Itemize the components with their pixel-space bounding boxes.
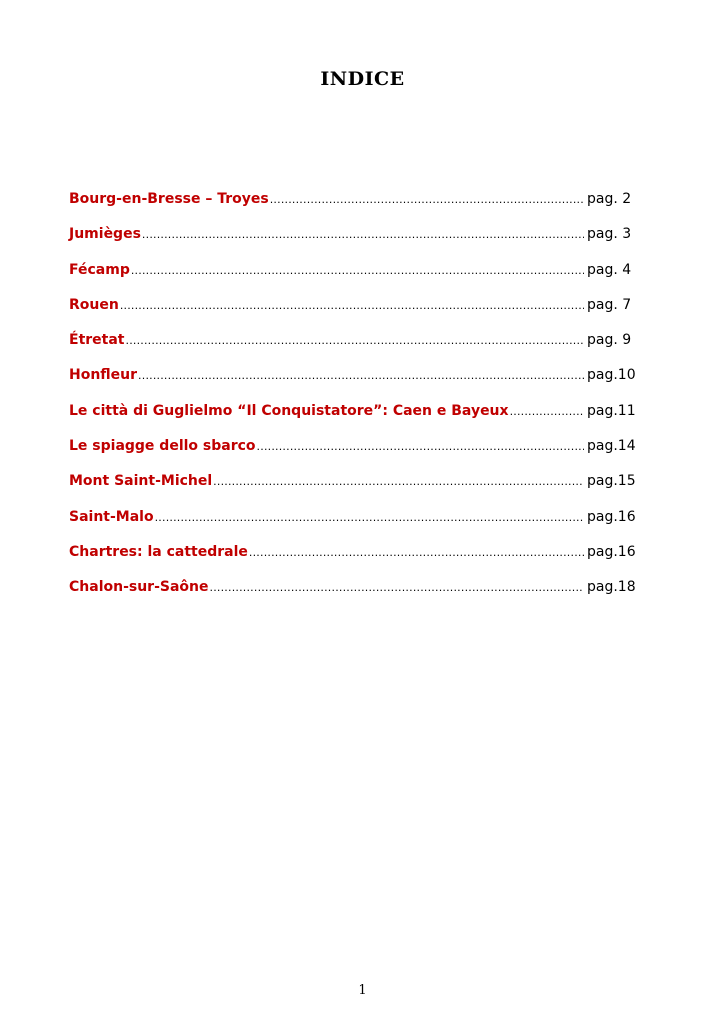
toc-entry-page: pag.18	[587, 579, 636, 596]
toc-entry-page: pag.11	[587, 402, 636, 419]
page-title: INDICE	[320, 68, 405, 90]
toc-entry	[69, 332, 639, 367]
toc-entry-title: Mont Saint-Michel	[69, 473, 213, 490]
dot-leader	[120, 299, 584, 312]
toc-entry-title: Bourg-en-Bresse – Troyes	[69, 191, 269, 207]
toc-entry	[69, 226, 639, 261]
toc-entry	[69, 438, 639, 473]
toc-entry	[69, 191, 639, 226]
toc-entry-page: pag. 4	[587, 261, 632, 278]
toc-entry-page: pag. 2	[587, 191, 632, 207]
toc-entry-page: pag. 9	[587, 332, 632, 349]
toc-entry-page: pag. 7	[587, 296, 632, 313]
dot-leader	[270, 193, 584, 206]
dot-leader	[126, 334, 585, 347]
toc-entry-page: pag.16	[587, 508, 636, 525]
dot-leader	[138, 369, 584, 382]
toc-entry	[69, 579, 639, 614]
dot-leader	[249, 546, 584, 559]
toc-entry	[69, 403, 639, 438]
toc-entry-page: pag.16	[587, 543, 636, 560]
toc-entry-title: Fécamp	[69, 261, 130, 278]
toc-entry-title: Jumièges	[69, 226, 141, 243]
toc-entry	[69, 509, 639, 544]
dot-leader	[510, 405, 584, 418]
toc-entry-title: Chalon-sur-Saône	[69, 579, 209, 596]
toc-entry-page: pag.15	[587, 473, 636, 490]
dot-leader	[131, 264, 584, 277]
toc-entry-page: pag. 3	[587, 226, 632, 243]
dot-leader	[142, 228, 584, 241]
table-of-contents	[69, 191, 639, 615]
toc-entry	[69, 544, 639, 579]
toc-entry-title: Étretat	[69, 332, 125, 349]
dot-leader	[210, 581, 584, 594]
dot-leader	[213, 475, 584, 488]
toc-entry	[69, 367, 639, 402]
toc-entry	[69, 473, 639, 508]
toc-entry	[69, 297, 639, 332]
toc-entry-title: Honfleur	[69, 367, 138, 384]
toc-entry-title: Rouen	[69, 296, 119, 313]
toc-entry-title: Le spiagge dello sbarco	[69, 438, 256, 455]
toc-entry	[69, 262, 639, 297]
toc-entry-title: Le città di Guglielmo “Il Conquistatore”: Caen e Bayeux	[69, 402, 509, 419]
dot-leader	[155, 511, 584, 524]
toc-entry-page: pag.10	[587, 367, 636, 384]
dot-leader	[257, 440, 584, 453]
toc-entry-title: Chartres: la cattedrale	[69, 543, 248, 560]
toc-entry-title: Saint-Malo	[69, 508, 154, 525]
toc-entry-page: pag.14	[587, 438, 636, 455]
page-number: 1	[358, 983, 367, 998]
